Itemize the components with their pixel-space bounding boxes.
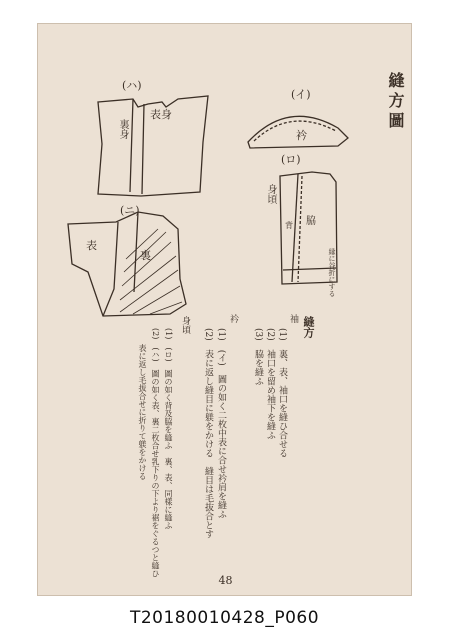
collar-label: 衿 [296, 129, 307, 142]
document-page [37, 23, 412, 596]
sode-step-1: (1) 裏、表、袖口を縫ひ合せる [277, 328, 287, 458]
hem-note: 縁に谷折にする [328, 248, 336, 297]
body-panel-dash [298, 176, 302, 282]
section-heading: 縫方 [302, 316, 315, 338]
sode-step-2: (2) 袖口を留め袖下を縫ふ [265, 328, 275, 440]
label-ro: (ロ) [281, 153, 301, 166]
mi-step-3: 表に返し毛拔合せに折りて躾をかける [138, 344, 147, 480]
sode-step-3: (3) 脇を縫ふ [253, 328, 263, 386]
label-i: (イ) [291, 88, 311, 101]
label-ni: (ニ) [120, 204, 140, 217]
eri-step-1: (1) (イ) 圖の如く二枚中表に合せ衿肩を縫ふ [216, 328, 226, 519]
ura-label: 裏 [140, 249, 151, 262]
se-label: 背 [285, 221, 293, 230]
front-body-label: 表身 [150, 108, 172, 121]
eri-step-2: (2) 表に返し縫目に躾をかける 縫目は毛抜合とす [203, 328, 213, 539]
label-ha: (ハ) [122, 79, 142, 92]
garment-detail-outline [68, 212, 186, 316]
archive-caption: T20180010428_P060 [129, 608, 320, 628]
eri-label: 衿 [228, 314, 238, 323]
back-body-label: 裏身 [117, 119, 128, 139]
page-number: 48 [218, 574, 233, 587]
collar-seam [254, 121, 336, 141]
sode-label: 袖 [288, 314, 298, 323]
vest-front-opening [130, 99, 144, 194]
garment-hatching [120, 229, 182, 314]
mi-label: 身頃 [180, 316, 190, 334]
waki-label: 脇 [306, 216, 316, 227]
mitake-label: 身頃 [265, 184, 276, 204]
mi-step-2: (2) (ハ) 圖の如く表、裏二枚合せ乳下りの下より裾をぐるつと縫ひ [151, 328, 160, 578]
omote-label: 表 [86, 239, 97, 252]
mi-step-1: (1) (ロ) 圖の如く背及脇を縫ふ 裏、表、同樣に縫ふ [164, 328, 173, 530]
page-title: 縫方圖 [386, 72, 405, 132]
